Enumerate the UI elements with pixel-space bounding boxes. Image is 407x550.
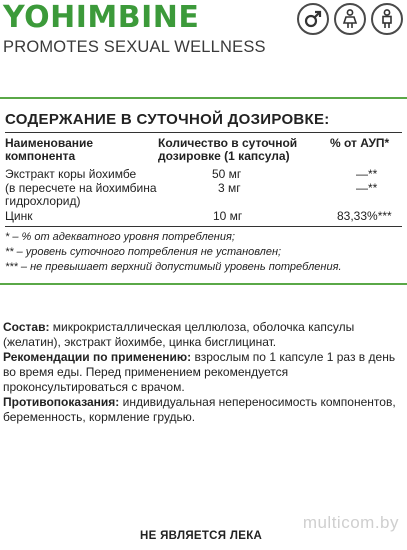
tagline: PROMOTES SEXUAL WELLNESS	[3, 38, 266, 56]
row-amount: 10 мг	[213, 209, 243, 223]
row-aup: —**	[356, 181, 378, 195]
male-symbol-icon	[297, 3, 329, 35]
footnote: *** – не превышает верхний допустимый уровень потребления.	[5, 261, 342, 273]
row-aup: —**	[356, 167, 378, 181]
brand-title: YOHIMBINE	[3, 0, 200, 35]
composition-paragraph	[3, 320, 403, 350]
watermark: multicom.by	[302, 513, 399, 532]
usage-text: взрослым по 1 капсуле 1 раз в день во время еды. Перед применением рекомендуется проконсультироваться с врачом.	[3, 350, 396, 394]
usage-paragraph	[3, 350, 403, 395]
header	[0, 0, 407, 62]
row-name: (в пересчете на йохимбина гидрохлорид)	[5, 181, 157, 208]
row-amount: 3 мг	[218, 181, 241, 195]
male-figure-icon	[371, 3, 403, 35]
column-header-amount: Количество в суточной дозировке (1 капсула)	[158, 136, 298, 163]
composition-block	[3, 320, 403, 425]
composition-text: микрокристаллическая целлюлоза, оболочка капсулы (желатин), экстракт йохимбе, цинка бисглицинат.	[3, 320, 355, 349]
contraindications-label: Противопоказания:	[3, 395, 120, 409]
icon-row	[297, 3, 403, 35]
column-header-name: Наименование компонента	[5, 136, 94, 163]
contraindications-text: индивидуальная непереносимость компонентов, беременность, кормление грудью.	[3, 395, 396, 424]
daily-dosage-panel	[0, 97, 407, 285]
female-figure-icon	[334, 3, 366, 35]
row-aup: 83,33%***	[337, 209, 392, 223]
footnote: ** – уровень суточного потребления не установлен;	[5, 246, 282, 258]
contraindications-paragraph	[3, 395, 403, 425]
row-name: Цинк	[5, 209, 33, 223]
daily-dosage-title: СОДЕРЖАНИЕ В СУТОЧНОЙ ДОЗИРОВКЕ:	[5, 111, 330, 128]
disclaimer-text: НЕ ЯВЛЯЕТСЯ ЛЕКА	[140, 530, 263, 542]
title-divider	[5, 132, 402, 133]
footnotes	[5, 230, 342, 275]
row-amount: 50 мг	[212, 167, 242, 181]
composition-label: Состав:	[3, 320, 50, 334]
column-header-aup: % от АУП*	[330, 136, 390, 150]
notes-divider	[5, 226, 402, 227]
row-name: Экстракт коры йохимбе	[5, 167, 137, 181]
usage-label: Рекомендации по применению:	[3, 350, 192, 364]
footnote: * – % от адекватного уровня потребления;	[5, 231, 235, 243]
